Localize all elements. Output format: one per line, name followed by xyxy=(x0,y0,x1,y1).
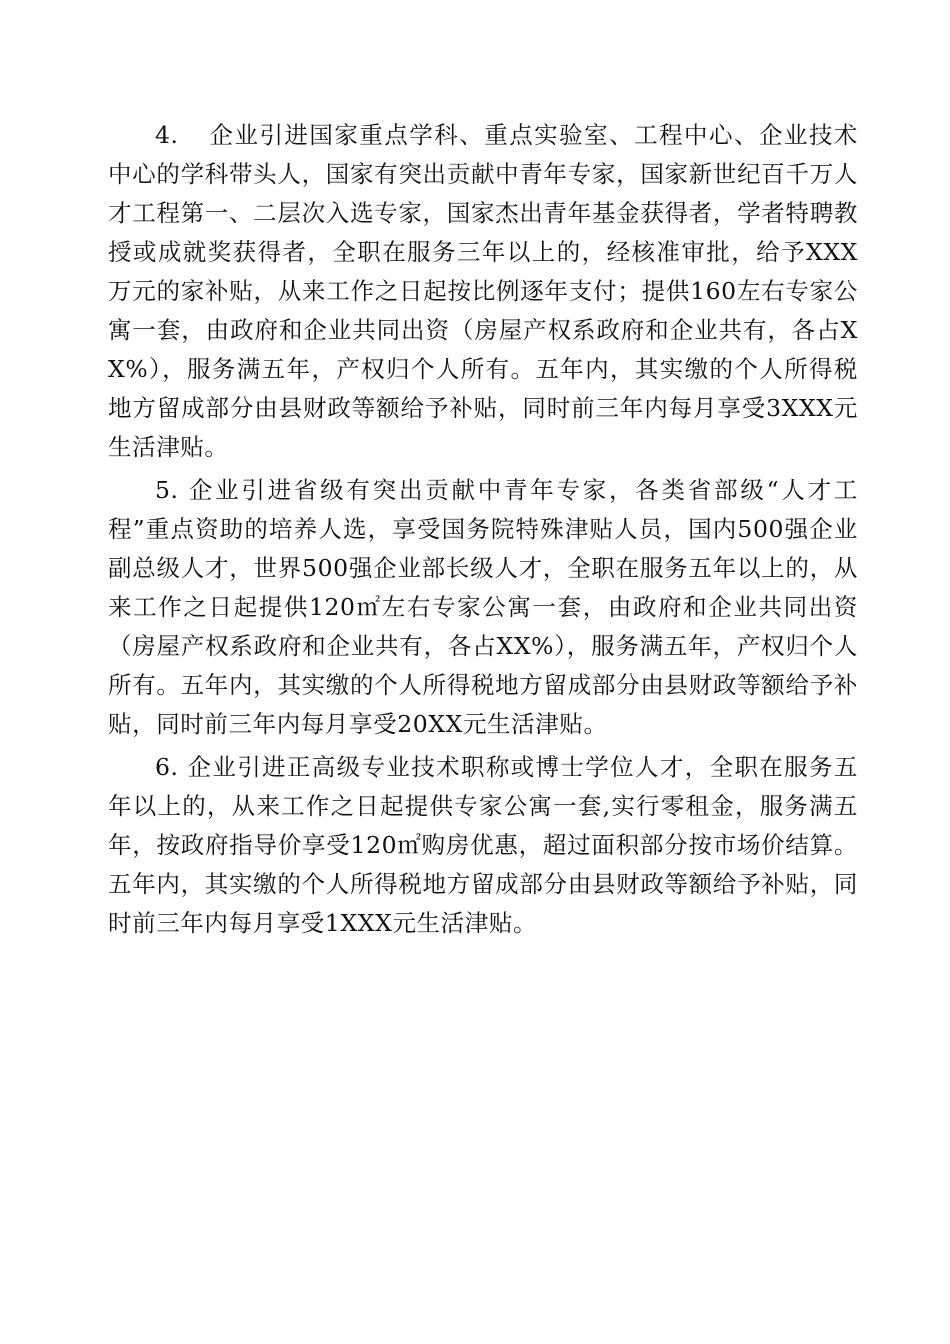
paragraph-text: 企业引进国家重点学科、重点实验室、工程中心、企业技术中心的学科带头人，国家有突出贡献中青年专家，国家新世纪百千万人才工程第一、二层次入选专家，国家杰出青年基金获得者，学者特聘教授或成就奖获得者，全职在服务三年以上的，经核准审批，给予XXX万元的家补贴，从来工作之日起按比例逐年支付；提供160左右专家公寓一套，由政府和企业共同出资（房屋产权系政府和企业共有，各占XX%），服务满五年，产权归个人所有。五年内，其实缴的个人所得税地方留成部分由县财政等额给予补贴，同时前三年内每月享受3XXX元生活津贴。 xyxy=(108,121,858,461)
paragraph-text: 企业引进正高级专业技术职称或博士学位人才，全职在服务五年以上的，从来工作之日起提供专家公寓一套,实行零租金，服务满五年，按政府指导价享受120㎡购房优惠，超过面积部分按市场价结算。五年内，其实缴的个人所得税地方留成部分由县财政等额给予补贴，同时前三年内每月享受1XXX元生活津贴。 xyxy=(108,753,858,937)
paragraph-number: 4. xyxy=(155,121,179,149)
paragraph-text: 企业引进省级有突出贡献中青年专家，各类省部级“人才工程”重点资助的培养人选，享受国务院特殊津贴人员，国内500强企业副总级人才，世界500强企业部长级人才，全职在服务五年以上的，从来工作之日起提供120㎡左右专家公寓一套，由政府和企业共同出资（房屋产权系政府和企业共有，各占XX%），服务满五年，产权归个人所有。五年内，其实缴的个人所得税地方留成部分由县财政等额给予补贴，同时前三年内每月享受20XX元生活津贴。 xyxy=(108,476,858,738)
paragraph-number: 6. xyxy=(155,753,179,781)
paragraph-number: 5. xyxy=(155,476,179,504)
document-page xyxy=(108,116,858,947)
paragraph-5 xyxy=(108,471,858,744)
paragraph-6 xyxy=(108,748,858,943)
paragraph-4 xyxy=(108,116,858,467)
